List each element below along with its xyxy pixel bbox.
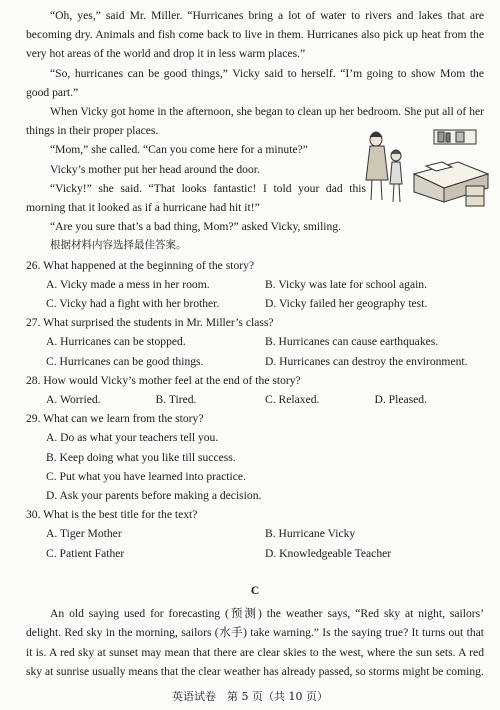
story-paragraph: “So, hurricanes can be good things,” Vicky said to herself. “I’m going to show Mom the good part.”	[26, 66, 484, 99]
mother-figure-icon	[366, 132, 388, 200]
instruction: 根据材料内容选择最佳答案。	[50, 239, 187, 252]
story-paragraph: Vicky’s mother put her head around the door.	[50, 162, 260, 176]
story-paragraph: “Vicky!” she said. “That looks fantastic! I told your dad this morning that it looked as if a hurricane had hit it!”	[26, 181, 366, 215]
shelf-icon	[434, 130, 476, 144]
answer-option[interactable]: C. Relaxed.	[265, 393, 320, 407]
story-paragraph: “Are you sure that’s a bad thing, Mom?” asked Vicky, smiling.	[50, 220, 342, 234]
answer-option[interactable]: C. Hurricanes can be good things.	[46, 354, 204, 368]
answer-option[interactable]: D. Knowledgeable Teacher	[265, 546, 392, 560]
answer-option[interactable]: B. Hurricane Vicky	[265, 527, 356, 541]
answer-option[interactable]: D. Vicky failed her geography test.	[265, 297, 428, 311]
answer-option[interactable]: D. Pleased.	[374, 393, 427, 407]
answer-option[interactable]: A. Hurricanes can be stopped.	[46, 335, 186, 349]
answer-option[interactable]: A. Do as what your teachers tell you.	[46, 431, 219, 445]
answer-option[interactable]: D. Ask your parents before making a decision.	[46, 489, 262, 503]
girl-figure-icon	[390, 150, 402, 202]
answer-option[interactable]: A. Vicky made a mess in her room.	[46, 277, 210, 291]
option-row	[26, 390, 484, 409]
answer-option[interactable]: B. Hurricanes can cause earthquakes.	[265, 335, 439, 349]
page-footer: 英语试卷 第 5 页（共 10 页）	[172, 690, 328, 703]
answer-option[interactable]: D. Hurricanes can destroy the environment.	[265, 354, 468, 368]
answer-option[interactable]: C. Patient Father	[46, 546, 125, 560]
story-paragraph: When Vicky got home in the afternoon, she began to clean up her bedroom. She put all of her things in their proper places.	[26, 105, 484, 138]
option-row	[26, 332, 484, 351]
answer-option[interactable]: C. Vicky had a fight with her brother.	[46, 297, 220, 311]
option-row	[26, 524, 484, 543]
question-stem: 27. What surprised the students in Mr. Miller’s class?	[26, 316, 274, 330]
section-heading: C	[250, 583, 260, 597]
option-row	[26, 352, 484, 371]
option-row	[26, 294, 484, 313]
question-stem: 26. What happened at the beginning of the story?	[26, 258, 255, 272]
answer-option[interactable]: B. Tired.	[155, 393, 197, 407]
story-paragraph: “Oh, yes,” said Mr. Miller. “Hurricanes bring a lot of water to rivers and lakes that are becoming dry. Animals and fish come back to live in them. Hurricanes also pick up heat from the very hot areas of the world and drop it in less warm places.”	[26, 9, 484, 61]
option-row	[26, 275, 484, 294]
story-paragraph: “Mom,” she called. “Can you come here for a minute?”	[50, 143, 308, 157]
illustration-bedroom	[356, 126, 490, 212]
nightstand-icon	[466, 186, 484, 206]
question-stem: 28. How would Vicky’s mother feel at the end of the story?	[26, 373, 301, 387]
section-c-paragraph: An old saying used for forecasting (预测) the weather says, “Red sky at night, sailors’ delight. Red sky in the morning, sailors (水手) take warning.” Is the saying true? It turns out that it is. A red sky at sunset may mean that there are clear skies to the west, where the sun sets. A red sky at sunrise usually means that the clear weather has already passed, so storms might be coming.	[26, 607, 484, 678]
question-stem: 29. What can we learn from the story?	[26, 412, 204, 426]
option-row	[26, 544, 484, 563]
answer-option[interactable]: A. Tiger Mother	[46, 527, 122, 541]
question-stem: 30. What is the best title for the text?	[26, 508, 198, 522]
answer-option[interactable]: C. Put what you have learned into practice.	[46, 469, 246, 483]
answer-option[interactable]: A. Worried.	[46, 393, 101, 407]
answer-option[interactable]: B. Keep doing what you like till success.	[46, 450, 236, 464]
page-content	[26, 6, 484, 681]
answer-option[interactable]: B. Vicky was late for school again.	[265, 277, 428, 291]
